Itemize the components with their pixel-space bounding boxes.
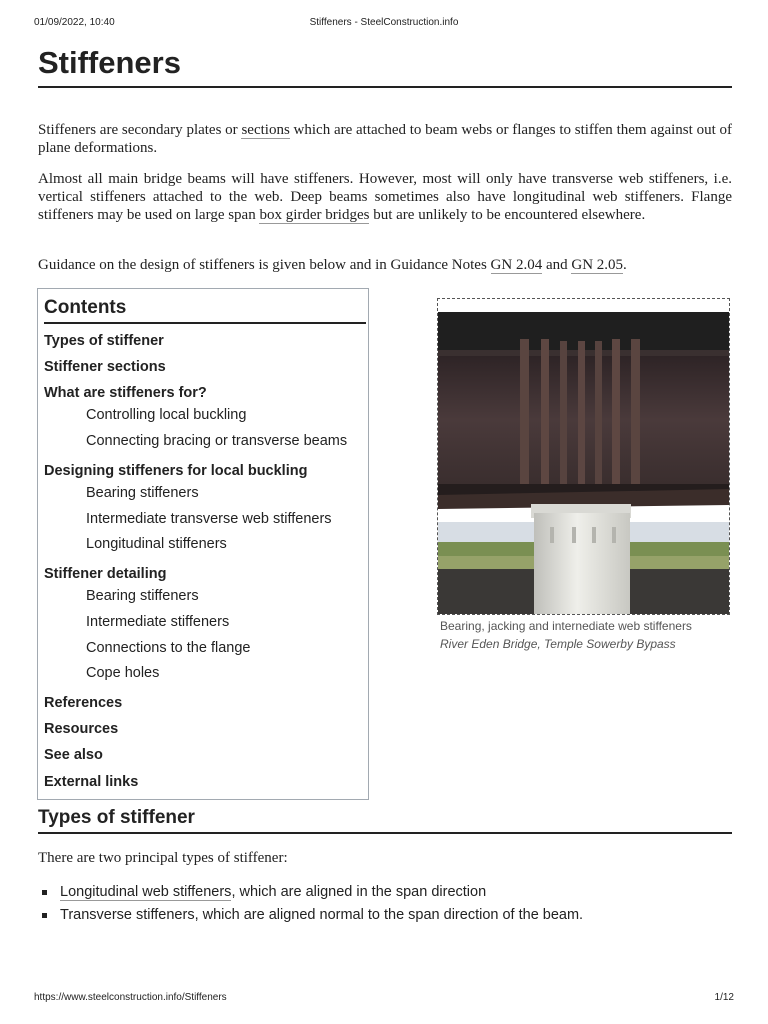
gn-2-05-link[interactable]: GN 2.05 (571, 257, 624, 273)
figure (437, 298, 730, 653)
toc-item-intermediate-stiffeners[interactable]: Intermediate stiffeners (86, 614, 230, 630)
intro-p3-text-before: Guidance on the design of stiffeners is given below and in Guidance Notes (38, 257, 491, 273)
toc-item-controlling-local-buckling[interactable]: Controlling local buckling (86, 407, 247, 423)
print-datetime: 01/09/2022, 10:40 (34, 17, 115, 28)
toc-item-cope-holes[interactable]: Cope holes (86, 665, 160, 681)
toc-item-types-of-stiffener[interactable]: Types of stiffener (44, 333, 164, 349)
toc-item-connecting-bracing[interactable]: Connecting bracing or transverse beams (86, 433, 348, 449)
toc-item-what-are-stiffeners-for[interactable]: What are stiffeners for? (44, 385, 207, 401)
bullet-square-icon (42, 890, 47, 895)
table-of-contents (37, 288, 369, 800)
sections-link[interactable]: sections (241, 122, 290, 138)
section-heading-types-of-stiffener: Types of stiffener (38, 806, 732, 834)
print-footer (34, 992, 734, 1006)
intro-p1-text-before: Stiffeners are secondary plates or (38, 122, 242, 138)
caption-line-1: Bearing, jacking and internediate web stiffeners (440, 619, 692, 633)
bridge-stiffeners-photo[interactable] (437, 298, 730, 615)
list-item (38, 904, 732, 927)
intro-paragraph-2 (38, 170, 732, 224)
intro-p2-text-after: but are unlikely to be encountered elsewhere. (369, 207, 646, 223)
stiffener-types-list (38, 881, 732, 927)
toc-item-stiffener-sections[interactable]: Stiffener sections (44, 359, 166, 375)
page-title: Stiffeners (38, 44, 732, 88)
toc-item-longitudinal-stiffeners[interactable]: Longitudinal stiffeners (86, 536, 227, 552)
print-header (34, 17, 734, 31)
gn-2-04-link[interactable]: GN 2.04 (490, 257, 543, 273)
print-page-number: 1/12 (714, 992, 734, 1003)
toc-item-bearing-stiffeners-detailing[interactable]: Bearing stiffeners (86, 588, 199, 604)
print-url: https://www.steelconstruction.info/Stiffeners (34, 992, 227, 1003)
list-item (38, 881, 732, 904)
intro-p3-text-after: . (623, 257, 627, 273)
box-girder-bridges-link[interactable]: box girder bridges (259, 207, 370, 223)
intro-paragraph-1 (38, 121, 732, 157)
toc-item-see-also[interactable]: See also (44, 747, 103, 763)
figure-caption (437, 617, 730, 653)
toc-item-stiffener-detailing[interactable]: Stiffener detailing (44, 566, 167, 582)
list-item-text: Transverse stiffeners, which are aligned normal to the span direction of the beam. (60, 907, 584, 923)
intro-p1-text-after: which are attached to beam webs or flanges to stiffen them against out of plane deformations. (38, 122, 732, 156)
toc-item-external-links[interactable]: External links (44, 774, 139, 790)
toc-title: Contents (44, 297, 366, 324)
toc-item-designing-stiffeners[interactable]: Designing stiffeners for local buckling (44, 463, 308, 479)
section-paragraph: There are two principal types of stiffener: (38, 850, 288, 866)
toc-item-connections-to-the-flange[interactable]: Connections to the flange (86, 640, 251, 656)
toc-item-resources[interactable]: Resources (44, 721, 119, 737)
list-item-text: , which are aligned in the span direction (231, 884, 487, 900)
toc-item-references[interactable]: References (44, 695, 123, 711)
intro-paragraph-3 (38, 256, 732, 274)
intro-p3-text-mid: and (542, 257, 572, 273)
toc-item-bearing-stiffeners-design[interactable]: Bearing stiffeners (86, 485, 199, 501)
print-page-title: Stiffeners - SteelConstruction.info (309, 17, 459, 28)
bullet-square-icon (42, 913, 47, 918)
caption-line-2: River Eden Bridge, Temple Sowerby Bypass (440, 637, 676, 651)
toc-item-intermediate-transverse-web-stiffeners[interactable]: Intermediate transverse web stiffeners (86, 511, 332, 527)
intro-p2-text-before: Almost all main bridge beams will have stiffeners. However, most will only have transverse web stiffeners, i.e. vertical stiffeners attached to the web. Deep beams sometimes also have longitudinal web stiffeners. Flange stiffeners may be used on large span (38, 171, 732, 223)
longitudinal-web-stiffeners-link[interactable]: Longitudinal web stiffeners (60, 884, 232, 900)
